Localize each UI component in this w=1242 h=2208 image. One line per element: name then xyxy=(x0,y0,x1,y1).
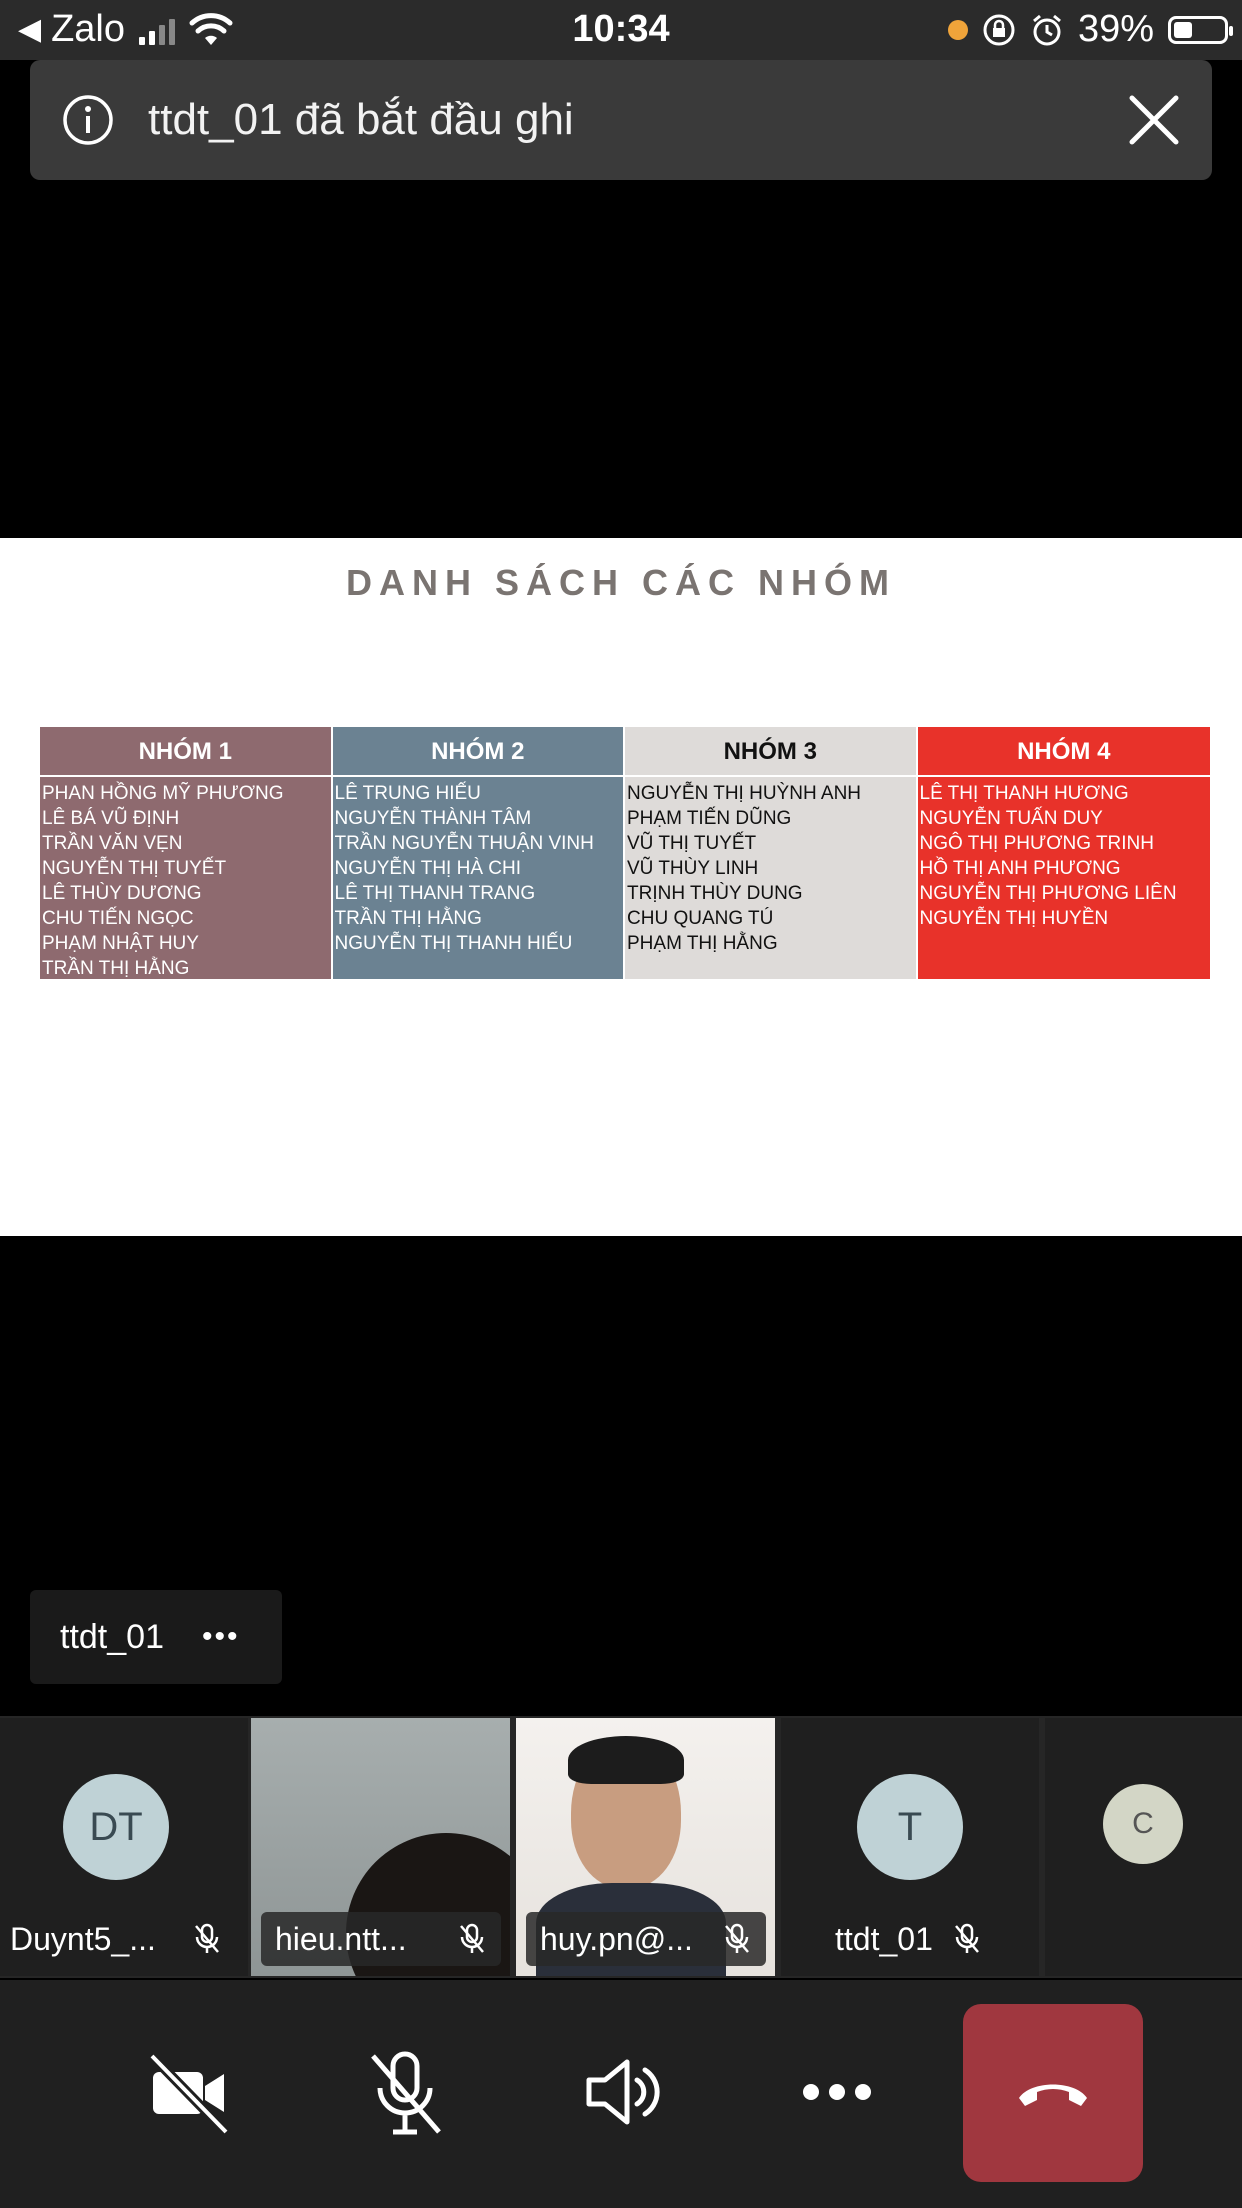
group-member: NGUYỄN THỊ TUYẾT xyxy=(42,858,227,879)
battery-percent: 39% xyxy=(1077,8,1154,50)
speaker-icon[interactable] xyxy=(571,2042,671,2142)
group-member: TRỊNH THÙY DUNG xyxy=(627,883,803,904)
avatar-initials: T xyxy=(897,1804,923,1849)
group-member: NGÔ THỊ PHƯƠNG TRINH xyxy=(919,833,1154,854)
participant-name-tag xyxy=(526,1912,766,1966)
participant-name: ttdt_01 xyxy=(835,1921,933,1957)
active-speaker-chip[interactable] xyxy=(30,1590,282,1684)
group-member: HỒ THỊ ANH PHƯƠNG xyxy=(919,858,1121,879)
status-bar-right xyxy=(948,8,1228,51)
group-member: NGUYỄN THỊ PHƯƠNG LIÊN xyxy=(919,883,1177,904)
group-member: NGUYỄN THỊ THANH HIẾU xyxy=(334,933,573,954)
group-member-list xyxy=(918,777,1211,931)
participant-tile[interactable] xyxy=(781,1718,1039,1976)
participant-tile[interactable] xyxy=(1045,1718,1242,1976)
avatar xyxy=(1103,1784,1183,1864)
participant-name: Duynt5_... xyxy=(10,1921,156,1957)
participant-name: huy.pn@... xyxy=(540,1920,693,1957)
group-member: TRẦN THỊ HẰNG xyxy=(42,958,190,979)
alarm-icon xyxy=(1030,13,1064,47)
group-member: TRẦN NGUYỄN THUẬN VINH xyxy=(334,833,594,854)
close-icon[interactable] xyxy=(1124,90,1184,150)
slide-title: DANH SÁCH CÁC NHÓM xyxy=(346,562,896,603)
privacy-dot-icon xyxy=(948,20,968,40)
group-member: PHẠM TIẾN DŨNG xyxy=(627,808,792,829)
avatar xyxy=(857,1774,963,1880)
group-column xyxy=(625,727,918,979)
group-member: NGUYỄN THÀNH TÂM xyxy=(334,808,532,829)
speaker-name: ttdt_01 xyxy=(60,1617,164,1656)
group-header: NHÓM 4 xyxy=(918,727,1211,777)
mic-muted-icon xyxy=(192,1922,222,1956)
group-header: NHÓM 2 xyxy=(333,727,624,777)
more-icon[interactable] xyxy=(787,2042,887,2142)
group-header: NHÓM 3 xyxy=(625,727,916,777)
group-member: LÊ THỊ THANH HƯƠNG xyxy=(919,783,1129,804)
shared-screen-slide xyxy=(0,538,1242,1236)
group-member: TRẦN VĂN VẸN xyxy=(42,833,183,854)
participant-tile[interactable] xyxy=(0,1718,248,1976)
group-member: LÊ TRUNG HIẾU xyxy=(334,783,481,804)
clock: 10:34 xyxy=(572,8,670,50)
group-member-list xyxy=(333,777,624,956)
avatar-initials: C xyxy=(1132,1807,1154,1840)
mic-muted-icon xyxy=(722,1922,752,1956)
mic-off-icon[interactable] xyxy=(355,2042,455,2142)
group-member: NGUYỄN THỊ HÀ CHI xyxy=(334,858,522,879)
group-member: CHU TIẾN NGỌC xyxy=(42,908,194,929)
group-member: VŨ THỊ TUYẾT xyxy=(627,833,757,854)
status-bar xyxy=(0,0,1242,60)
group-member-list xyxy=(40,777,331,981)
group-member: NGUYỄN THỊ HUỲNH ANH xyxy=(627,783,862,804)
group-member: PHẠM NHẬT HUY xyxy=(42,933,199,954)
group-column xyxy=(40,727,333,979)
group-member-list xyxy=(625,777,916,956)
avatar-initials: DT xyxy=(89,1804,143,1849)
back-app-label[interactable]: Zalo xyxy=(51,8,125,50)
more-options-icon[interactable]: ••• xyxy=(201,1620,240,1653)
participant-name-tag xyxy=(261,1912,501,1966)
notification-text: ttdt_01 đã bắt đầu ghi xyxy=(148,95,574,144)
group-member: PHẠM THỊ HẰNG xyxy=(627,933,778,954)
group-member: LÊ BÁ VŨ ĐỊNH xyxy=(42,808,180,829)
participant-name: hieu.ntt... xyxy=(275,1920,407,1957)
group-member: VŨ THÙY LINH xyxy=(627,858,759,879)
rotation-lock-icon xyxy=(982,13,1016,47)
participant-video-tile[interactable] xyxy=(516,1718,775,1976)
end-call-button[interactable] xyxy=(963,2004,1143,2182)
group-member: LÊ THÙY DƯƠNG xyxy=(42,883,202,904)
battery-icon xyxy=(1168,16,1228,44)
group-member: LÊ THỊ THANH TRANG xyxy=(334,883,536,904)
group-member: TRẦN THỊ HẰNG xyxy=(334,908,482,929)
video-feed-hair xyxy=(568,1736,684,1784)
group-header: NHÓM 1 xyxy=(40,727,331,777)
group-member: CHU QUANG TÚ xyxy=(627,908,774,929)
group-member: PHAN HỒNG MỸ PHƯƠNG xyxy=(42,783,284,804)
recording-notification xyxy=(30,60,1212,180)
group-column xyxy=(333,727,626,979)
camera-off-icon[interactable] xyxy=(138,2042,238,2142)
group-column xyxy=(918,727,1211,979)
groups-table xyxy=(40,727,1210,979)
mic-muted-icon xyxy=(952,1922,982,1956)
avatar xyxy=(63,1774,169,1880)
participant-video-tile[interactable] xyxy=(251,1718,510,1976)
group-member: NGUYỄN TUẤN DUY xyxy=(919,808,1103,829)
mic-muted-icon xyxy=(457,1922,487,1956)
group-member: NGUYỄN THỊ HUYỀN xyxy=(919,908,1109,929)
info-icon xyxy=(62,94,114,146)
end-call-icon xyxy=(1013,2068,1093,2118)
back-arrow-icon[interactable]: ◀ xyxy=(18,13,42,46)
